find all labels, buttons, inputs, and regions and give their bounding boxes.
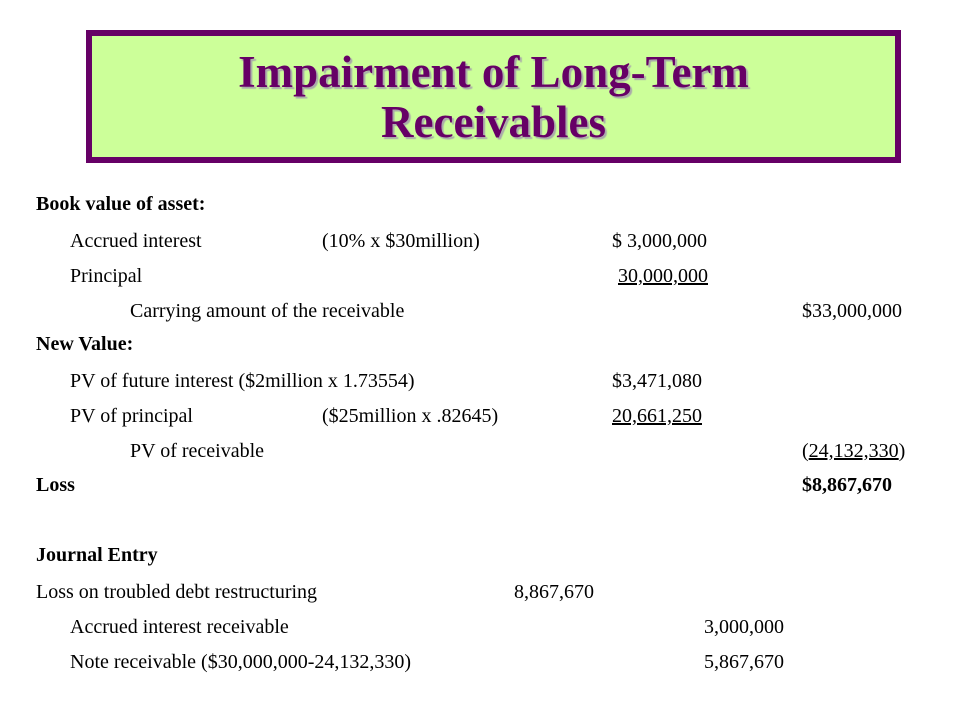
close-paren: )	[898, 440, 906, 462]
title-banner	[86, 30, 901, 163]
pv-receivable-amount: 24,132,330	[808, 440, 899, 462]
carrying-amount-value: $33,000,000	[802, 300, 902, 322]
debit-loss-amount: 8,867,670	[514, 581, 594, 603]
accrued-interest-amount: $ 3,000,000	[612, 230, 707, 252]
title-line-1: Impairment of Long-Term	[238, 46, 749, 97]
pv-principal-amount: 20,661,250	[612, 405, 702, 427]
debit-loss-label: Loss on troubled debt restructuring	[36, 581, 318, 603]
pv-interest-amount: $3,471,080	[612, 370, 702, 392]
loss-label: Loss	[36, 474, 75, 496]
pv-receivable-label: PV of receivable	[130, 440, 265, 462]
accrued-interest-label: Accrued interest	[70, 230, 202, 252]
pv-principal-label: PV of principal	[70, 405, 193, 427]
journal-entry-heading: Journal Entry	[36, 544, 158, 566]
open-paren: (	[802, 440, 809, 462]
credit-note-amount: 5,867,670	[704, 651, 784, 673]
principal-label: Principal	[70, 265, 143, 287]
pv-interest-label: PV of future interest ($2million x 1.73554)	[70, 370, 415, 392]
credit-note-label: Note receivable ($30,000,000-24,132,330)	[70, 651, 412, 673]
credit-accrued-amount: 3,000,000	[704, 616, 784, 638]
pv-receivable-value	[802, 439, 905, 463]
carrying-amount-label: Carrying amount of the receivable	[130, 300, 405, 322]
pv-principal-calc: ($25million x .82645)	[322, 405, 499, 427]
accrued-interest-calc: (10% x $30million)	[322, 230, 480, 252]
credit-accrued-label: Accrued interest receivable	[70, 616, 289, 638]
loss-amount: $8,867,670	[802, 474, 892, 496]
book-value-heading: Book value of asset:	[36, 193, 206, 215]
title-line-2: Receivables	[381, 96, 606, 147]
principal-amount: 30,000,000	[618, 265, 708, 287]
new-value-heading: New Value:	[36, 333, 134, 355]
